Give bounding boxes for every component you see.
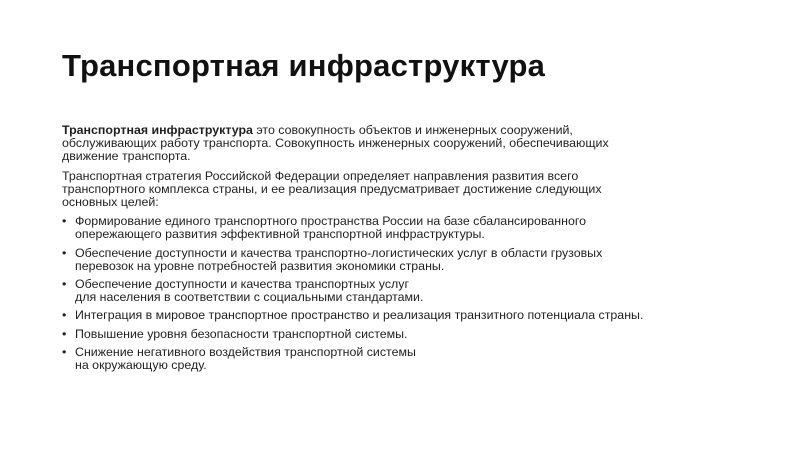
bullet-marker: •	[62, 326, 67, 341]
strategy-line: основных целей:	[62, 195, 159, 210]
bullet-marker: •	[62, 214, 67, 229]
goal-line: Интеграция в мировое транспортное пространство и реализация транзитного потенциала страны.	[75, 308, 644, 323]
goal-line: Обеспечение доступности и качества транспортно-логистических услуг в области грузовых	[75, 245, 603, 260]
goal-line: Повышение уровня безопасности транспортной системы.	[75, 326, 408, 341]
goal-line: Обеспечение доступности и качества транспортных услуг	[75, 277, 409, 292]
bullet-marker: •	[62, 344, 67, 359]
slide-body	[62, 124, 752, 377]
goals-list	[62, 215, 752, 372]
intro-line: это совокупность объектов и инженерных сооружений,	[252, 123, 573, 137]
goal-item	[62, 215, 752, 241]
strategy-line: Транспортная стратегия Российской Федерации определяет направления развития всего	[62, 168, 579, 183]
bullet-marker: •	[62, 277, 67, 292]
goal-item	[62, 328, 752, 341]
intro-line: движение транспорта.	[62, 149, 191, 164]
intro-line: обслуживающих работу транспорта. Совокупность инженерных сооружений, обеспечивающих	[62, 136, 609, 151]
goal-line: на окружающую среду.	[75, 358, 207, 373]
goal-line: перевозок на уровне потребностей развития экономики страны.	[75, 258, 445, 273]
slide-title: Транспортная инфраструктура	[62, 48, 546, 83]
goal-item	[62, 278, 752, 304]
intro-paragraph	[62, 124, 752, 164]
strategy-paragraph	[62, 170, 752, 210]
goal-line: для населения в соответствии с социальными стандартами.	[75, 290, 424, 305]
goal-line: Формирование единого транспортного пространства России на базе сбалансированного	[75, 214, 586, 229]
goal-line: опережающего развития эффективной транспортной инфраструктуры.	[75, 227, 485, 242]
goal-item	[62, 309, 752, 322]
goal-item	[62, 346, 752, 372]
strategy-line: транспортного комплекса страны, и ее реализация предусматривает достижение следующих	[62, 181, 602, 196]
bullet-marker: •	[62, 245, 67, 260]
goal-line: Снижение негативного воздействия транспортной системы	[75, 344, 416, 359]
goal-item	[62, 247, 752, 273]
intro-term: Транспортная инфраструктура	[62, 123, 253, 137]
bullet-marker: •	[62, 308, 67, 323]
